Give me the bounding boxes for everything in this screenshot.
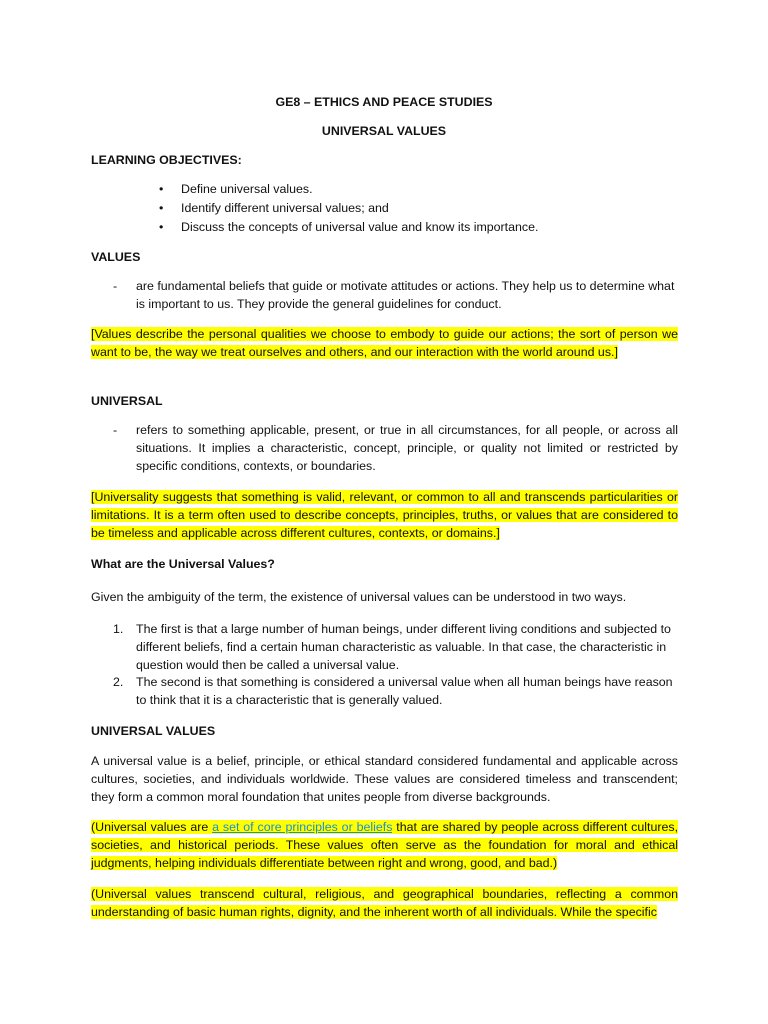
question-intro: Given the ambiguity of the term, the existence of universal values can be understood in two ways. xyxy=(91,590,627,604)
list-number: 1. xyxy=(113,622,124,636)
universal-values-paragraph: A universal value is a belief, principle, or ethical standard considered fundamental and applicable across cultures, societies, and individuals worldwide. These values are considered timeless and transcendent; they form a common moral foundation that unites people from diverse backgrounds. xyxy=(91,754,678,804)
bullet-icon: • xyxy=(159,220,164,234)
universal-values-note-1: (Universal values are a set of core principles or beliefs that are shared by people across different cultures, societies, and historical periods. These values often serve as the foundation for moral and ethical judgments, helping individuals differentiate between right and wrong, good, and bad.) xyxy=(91,820,679,870)
values-heading: VALUES xyxy=(91,250,141,264)
values-note: [Values describe the personal qualities we choose to embody to guide our actions; the sort of person we want to be, the way we treat ourselves and others, and our interaction with the world around us.] xyxy=(91,327,678,359)
course-title: GE8 – ETHICS AND PEACE STUDIES xyxy=(275,95,493,109)
universal-heading: UNIVERSAL xyxy=(91,394,163,408)
universal-definition: refers to something applicable, present, or true in all circumstances, for all people, or across all situations. It implies a characteristic, concept, principle, or quality not limited or restricted by specific conditions, contexts, or boundaries. xyxy=(136,423,678,473)
list-item: The first is that a large number of human beings, under different living conditions and subjected to different beliefs, find a certain human characteristic as valuable. In that case, the characteristic in question would then be called a universal value. xyxy=(136,622,671,672)
universal-note: [Universality suggests that something is valid, relevant, or common to all and transcends particularities or limitations. It is a term often used to describe concepts, principles, truths, or values that are considered to be timeless and applicable across different cultures, contexts, or domains.] xyxy=(91,490,678,540)
values-definition: are fundamental beliefs that guide or motivate attitudes or actions. They help us to determine what is important to us. They provide the general guidelines for conduct. xyxy=(136,279,675,311)
objectives-heading: LEARNING OBJECTIVES: xyxy=(91,153,242,167)
list-number: 2. xyxy=(113,675,124,689)
bullet-icon: • xyxy=(159,201,164,215)
document-page: GE8 – ETHICS AND PEACE STUDIES UNIVERSAL VALUES LEARNING OBJECTIVES: • Define universal values. • Identify different universal values; and • Discuss the concepts of universal value and know its importance. VALUES - are fundamental beliefs that guide or motivate attitudes or actions. They help us to determine what is important to us. They provide the general guidelines for conduct. [Values describe the personal qualities we choose to embody to guide our actions; the sort of person we want to be, the way we treat ourselves and others, and our interaction with the world around us.] UNIVERSAL - refers to something applicable, present, or true in all circumstances, for all people, or across all situations. It implies a characteristic, concept, principle, or quality not limited or restricted by specific conditions, contexts, or boundaries. [Universality suggests that something is valid, relevant, or common to all and transcends particularities or limitations. It is a term often used to describe concepts, principles, truths, or values that are considered to be timeless and applicable across different cultures, contexts, or domains.] What are the Universal Values? Given the ambiguity of the term, the existence of universal values can be understood in two ways. 1. The first is that a large number of human beings, under different living conditions and subjected to different beliefs, find a certain human characteristic as valuable. In that case, the characteristic in question would then be called a universal value. 2. The second is that something is considered a universal value when all human beings have reason to think that it is a characteristic that is generally valued. UNIVERSAL VALUES A universal value is a belief, principle, or ethical standard considered fundamental and applicable across cultures, societies, and individuals worldwide. These values are considered timeless and transcendent; they form a common moral foundation that unites people from diverse backgrounds. (Universal values are a set of core principles or beliefs that are shared by people across different cultures, societies, and historical periods. These values often serve as the foundation for moral and ethical judgments, helping individuals differentiate between right and wrong, good, and bad.) (Universal values transcend cultural, religious, and geographical boundaries, reflecting a common understanding of basic human rights, dignity, and the inherent worth of all individuals. While the specific xyxy=(0,0,768,1024)
dash-marker: - xyxy=(113,423,118,437)
core-principles-link[interactable]: a set of core principles or beliefs xyxy=(212,820,393,834)
list-item: The second is that something is considered a universal value when all human beings have reason to think that it is a characteristic that is generally valued. xyxy=(136,675,673,707)
universal-values-note-2: (Universal values transcend cultural, religious, and geographical boundaries, reflecting a common understanding of basic human rights, dignity, and the inherent worth of all individuals. While the specific xyxy=(91,887,678,919)
universal-values-heading: UNIVERSAL VALUES xyxy=(91,724,216,738)
dash-marker: - xyxy=(113,279,118,293)
topic-title: UNIVERSAL VALUES xyxy=(321,124,447,138)
question-heading: What are the Universal Values? xyxy=(91,557,275,571)
bullet-icon: • xyxy=(159,182,164,196)
